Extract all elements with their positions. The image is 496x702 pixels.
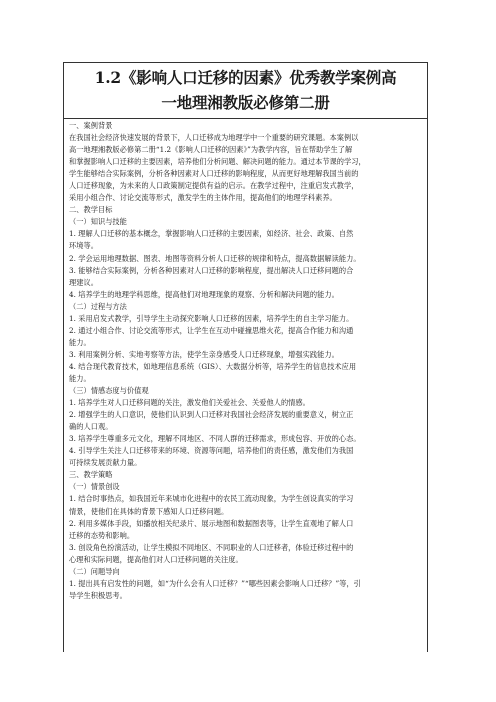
body-text-line: 2. 利用多媒体手段，如播放相关纪录片、展示地图和数据图表等，让学生直观地了解人口 [69, 518, 354, 528]
body-text-line: 2. 增强学生的人口意识，使他们认识到人口迁移对我国社会经济发展的重要意义，树立正 [69, 410, 354, 420]
body-text-line: 在我国社会经济快速发展的背景下，人口迁移成为地理学中一个重要的研究课题。本案例以 [69, 133, 359, 143]
body-text-line: 心理和实际问题，提高他们对人口迁移问题的关注度。 [69, 554, 243, 564]
body-text-line: 三、教学策略 [69, 470, 113, 480]
body-text-line: 3. 利用案例分析、实地考察等方法，使学生亲身感受人口迁移现象，增强实践能力。 [69, 349, 339, 359]
body-text-line: 4. 培养学生的地理学科思维，提高他们对地理现象的观察、分析和解决问题的能力。 [69, 289, 339, 299]
document-body [64, 119, 427, 602]
body-text-line: 1. 结合时事热点，如我国近年来城市化进程中的农民工流动现象，为学生创设真实的学习 [69, 494, 354, 504]
body-text-line: 二、教学目标 [69, 205, 113, 215]
body-text-line: 3. 能够结合实际案例，分析各种因素对人口迁移的影响程度，提出解决人口迁移问题的合 [69, 265, 354, 275]
body-text-line: 1. 提出具有启发性的问题，如“为什么会有人口迁移？”“哪些因素会影响人口迁移？”等，引 [69, 578, 361, 588]
body-text-line: 4. 引导学生关注人口迁移带来的环境、资源等问题，培养他们的责任感，激发他们为我国 [69, 446, 354, 456]
body-text-line: 情景，使他们在具体的背景下感知人口迁移问题。 [69, 506, 229, 516]
body-text-line: 和掌握影响人口迁移的主要因素，培养他们分析问题、解决问题的能力。通过本节课的学习， [69, 157, 366, 167]
body-text-line: 学生能够结合实际案例，分析各种因素对人口迁移的影响程度，从而更好地理解我国当前的 [69, 169, 359, 179]
body-text-line: 理建议。 [69, 277, 98, 287]
body-text-line: 4. 结合现代教育技术，如地理信息系统（GIS）、大数据分析等，培养学生的信息技术应用 [69, 361, 357, 371]
body-text-line: （一）情景创设 [69, 482, 120, 492]
body-text-line: 能力。 [69, 373, 91, 383]
body-text-line: 确的人口观。 [69, 422, 113, 432]
body-text-line: 一、案例背景 [69, 121, 113, 130]
body-text-line: 3. 创设角色扮演活动，让学生模拟不同地区、不同职业的人口迁移者，体验迁移过程中的 [69, 542, 354, 552]
body-text-line: 高一地理湘教版必修第二册“1.2《影响人口迁移的因素》”为教学内容，旨在帮助学生了解 [69, 145, 353, 155]
body-text-line: （三）情感态度与价值观 [69, 386, 149, 396]
body-text-line: 2. 通过小组合作、讨论交流等形式，让学生在互动中碰撞思维火花，提高合作能力和沟通 [69, 325, 354, 335]
body-text-line: 2. 学会运用地理数据、图表、地图等资料分析人口迁移的规律和特点，提高数据解读能力。 [69, 253, 361, 263]
body-text-line: 迁移的态势和影响。 [69, 530, 135, 540]
body-text-line: 3. 培养学生尊重多元文化，理解不同地区、不同人群的迁移需求，形成包容、开放的心态。 [69, 434, 361, 444]
body-text-line: 人口迁移现象，为未来的人口政策制定提供有益的启示。在教学过程中，注重启发式教学， [69, 181, 359, 191]
body-text-line: 1. 理解人口迁移的基本概念，掌握影响人口迁移的主要因素，如经济、社会、政策、自然 [69, 229, 354, 239]
body-text-line: 环境等。 [69, 241, 98, 251]
title-line-1: 1.2《影响人口迁移的因素》优秀教学案例高 [94, 68, 397, 87]
body-text-line: 导学生积极思考。 [69, 590, 127, 600]
body-text-line: 可持续发展贡献力量。 [69, 458, 142, 468]
body-text-line: （一）知识与技能 [69, 217, 127, 227]
body-text-line: 1. 培养学生对人口迁移问题的关注，激发他们关爱社会、关爱他人的情感。 [69, 398, 310, 408]
body-text-line: 1. 采用启发式教学，引导学生主动探究影响人口迁移的因素，培养学生的自主学习能力。 [69, 313, 354, 323]
document-title [64, 63, 427, 119]
body-text-line: 采用小组合作、讨论交流等形式，激发学生的主体作用，提高他们的地理学科素养。 [69, 193, 337, 203]
body-text-line: （二）问题导向 [69, 566, 120, 576]
body-text-line: 能力。 [69, 337, 91, 347]
title-line-2: 一地理湘教版必修第二册 [161, 93, 330, 112]
body-text-line: （二）过程与方法 [69, 301, 127, 311]
document-frame [63, 62, 428, 652]
